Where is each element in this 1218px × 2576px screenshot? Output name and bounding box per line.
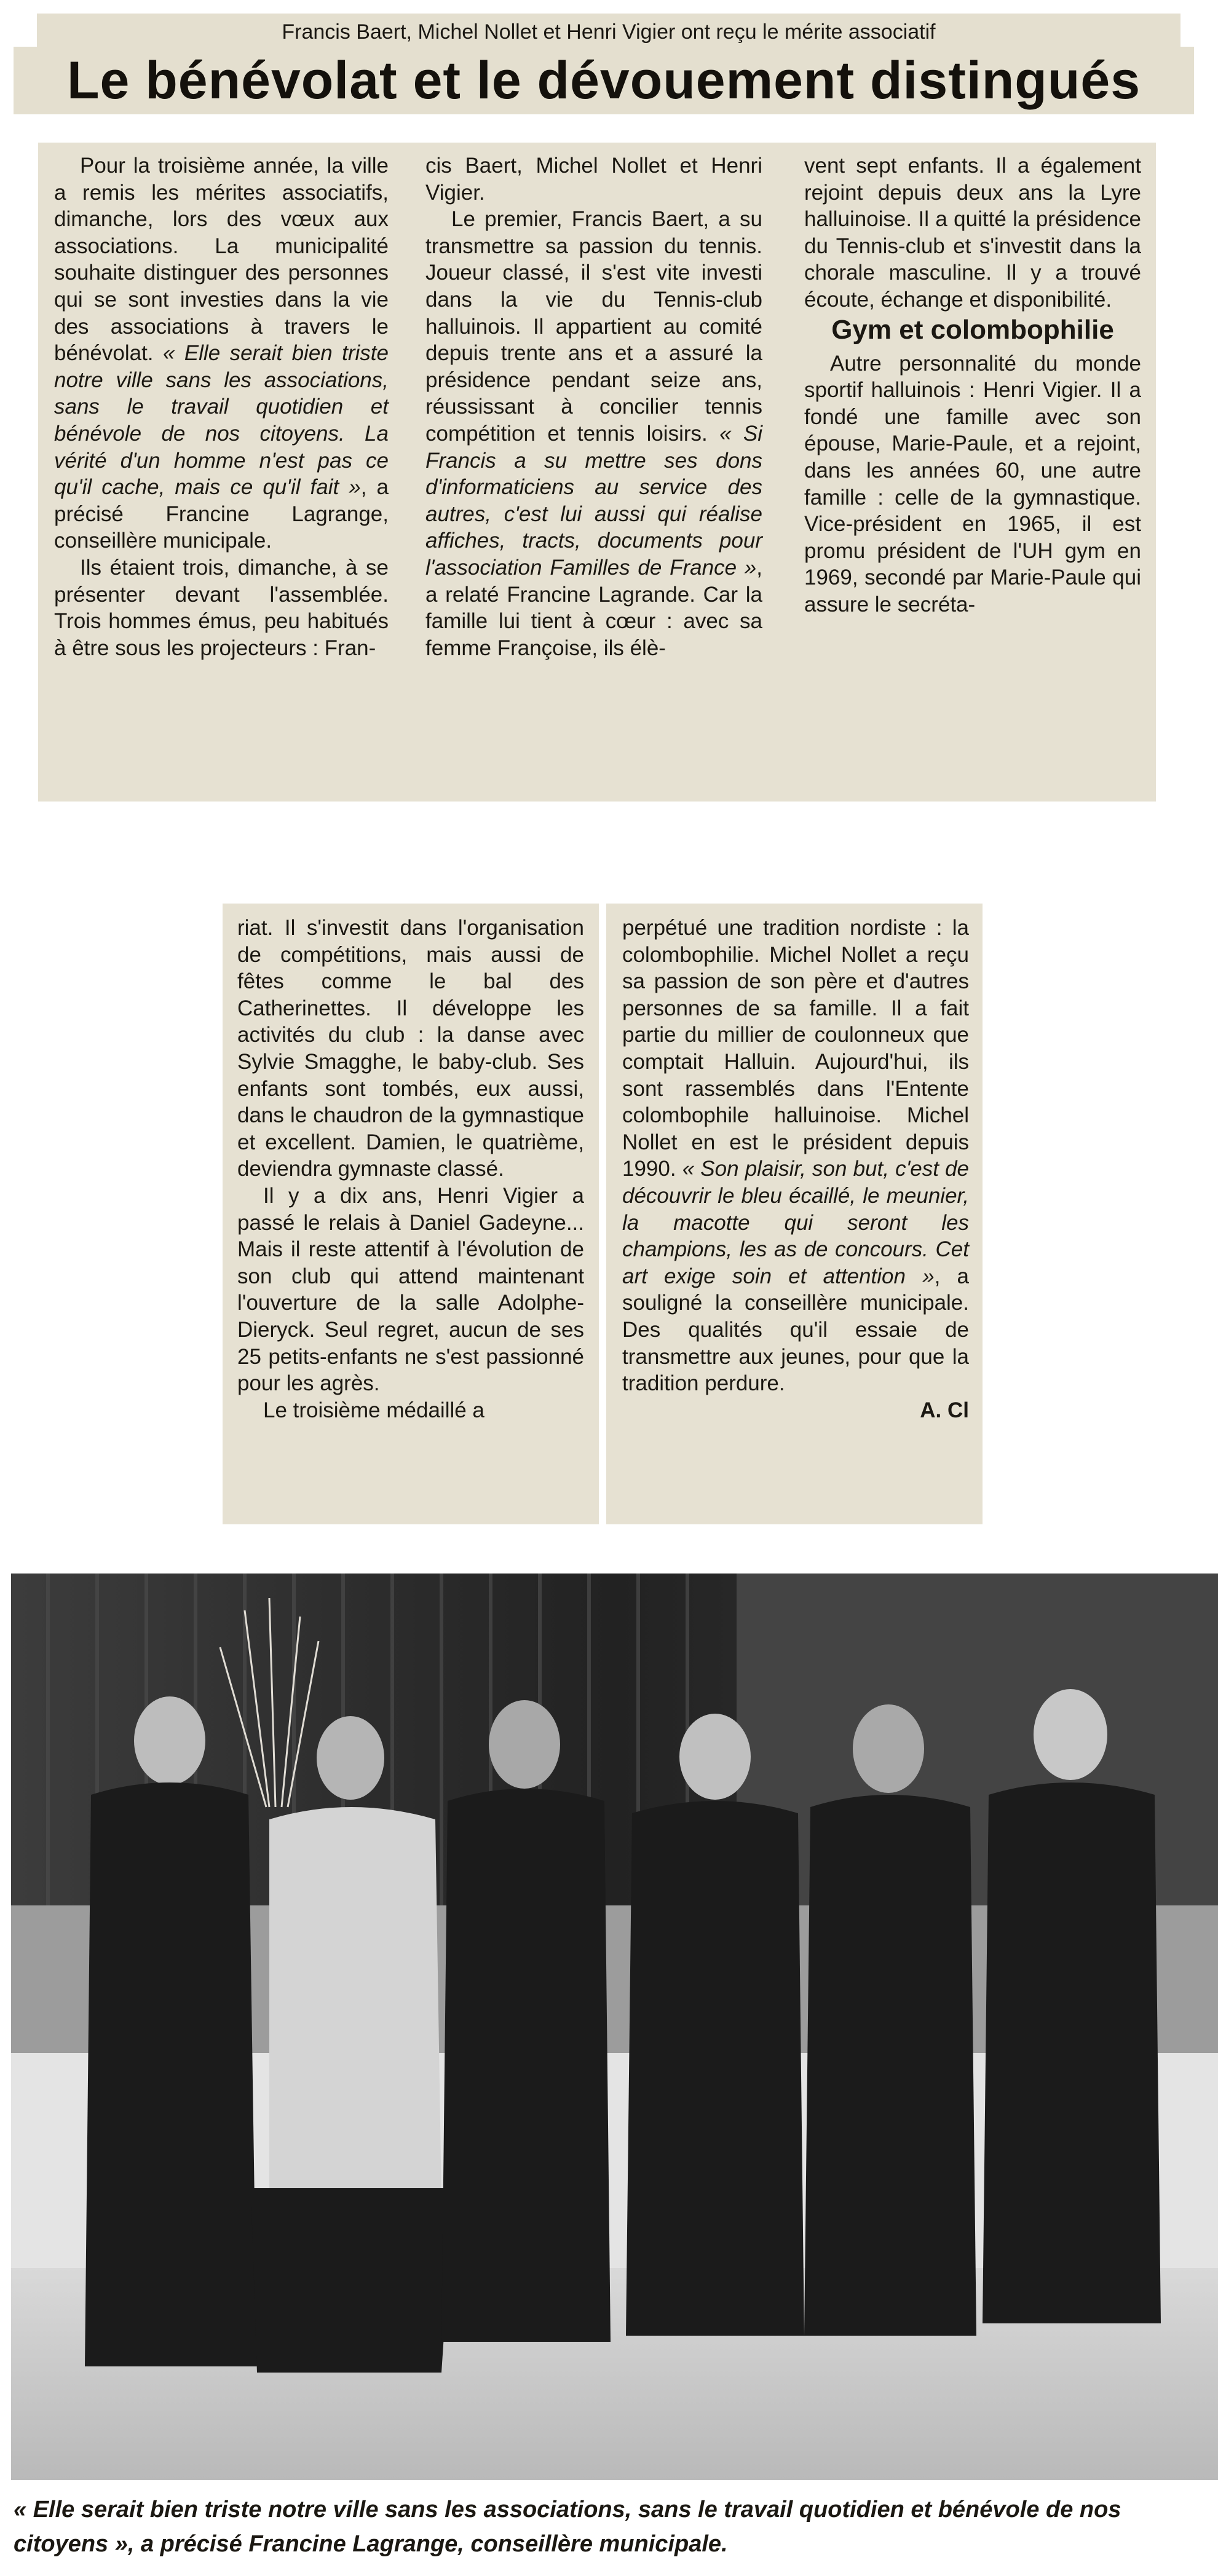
col2-attribution: , a relaté Francine Lagrande. Car la famille lui tient à cœur : avec sa femme Françoise, ils élè-	[425, 555, 762, 660]
col4-paragraph-3: Le troisième médaillé a	[263, 1398, 484, 1422]
author-signature: A. Cl	[920, 1398, 969, 1422]
col2-text: Le premier, Francis Baert, a su transmettre sa passion du tennis. Joueur classé, il s'est vite investi dans la vie du Tennis-club halluinois. Il appartient au comité depuis trente ans et a assuré la présidence pendant seize ans, réussissant à concilier tennis compétition et tennis loisirs.	[425, 207, 762, 446]
col1-attribution: , a précisé Francine Lagrange, conseillère municipale.	[54, 475, 389, 553]
column-2	[425, 152, 762, 661]
col5-quote: « Son plaisir, son but, c'est de découvrir le bleu écaillé, le meunier, la macotte qui seront les champions, les as de concours. Cet art exige soin et attention »	[622, 1157, 970, 1288]
column-5	[622, 915, 969, 1424]
col4-paragraph-2: Il y a dix ans, Henri Vigier a passé le relais à Daniel Gadeyne... Mais il reste attentif à l'évolution de son club qui attend maintenant l'ouverture de la salle Adolphe-Dieryck. Seul regret, aucun de ses 25 petits-enfants ne s'est passionné pour les agrès.	[237, 1183, 584, 1396]
col1-quote: « Elle serait bien triste notre ville sans les associations, sans le travail quotidien et bénévole de nos citoyens. La vérité d'un homme n'est pas ce qu'il cache, mais ce qu'il fait »	[54, 341, 389, 500]
column-3	[804, 152, 1141, 618]
section-subhead: Gym et colombophilie	[831, 314, 1114, 345]
col2-quote: « Si Francis a su mettre ses dons d'informaticiens au service des autres, c'est lui aussi qui réalise affiches, tracts, documents pour l'association Familles de France »	[425, 421, 762, 580]
col1-text: Pour la troisième année, la ville a remis les mérites associatifs, dimanche, lors des vœux aux associations. La municipalité souhaite distinguer des personnes qui se sont investies dans la vie des associations à travers le bénévolat.	[54, 154, 389, 366]
col4-paragraph-1: riat. Il s'investit dans l'organisation de compétitions, mais aussi de fêtes comme le bal des Catherinettes. Il développe les activités du club : la danse avec Sylvie Smagghe, le baby-club. Ses enfants sont tombés, eux aussi, dans le chaudron de la gymnastique et excellent. Damien, le quatrième, deviendra gymnaste classé.	[237, 916, 584, 1181]
col1-paragraph-2: Ils étaient trois, dimanche, à se présenter devant l'assemblée. Trois hommes émus, peu habitués à être sous les projecteurs : Fran-	[54, 555, 389, 660]
column-4	[237, 915, 584, 1424]
col5-attribution: , a souligné la conseillère municipale. Des qualités qu'il essaie de transmettre aux jeunes, pour que la tradition perdure.	[622, 1264, 969, 1396]
column-1	[54, 152, 389, 661]
headline: Le bénévolat et le dévouement distingués	[14, 47, 1194, 114]
col5-text: perpétué une tradition nordiste : la colombophilie. Michel Nollet a reçu sa passion de son père et d'autres personnes de sa famille. Il a fait partie du millier de coulonneux que comptait Halluin. Aujourd'hui, ils sont rassemblés dans l'Entente colombophile halluinoise. Michel Nollet en est le président depuis 1990.	[622, 916, 969, 1181]
kicker: Francis Baert, Michel Nollet et Henri Vigier ont reçu le mérite associatif	[37, 14, 1180, 50]
group-photo	[11, 1574, 1218, 2480]
col2-paragraph-1: cis Baert, Michel Nollet et Henri Vigier.	[425, 154, 762, 205]
col3-paragraph-1: vent sept enfants. Il a également rejoint depuis deux ans la Lyre halluinoise. Il a quitté la présidence du Tennis-club et s'investit dans la chorale masculine. Il y a trouvé écoute, échange et disponibilité.	[804, 154, 1141, 312]
group-photo-illustration	[11, 1574, 1218, 2480]
col3-paragraph-2: Autre personnalité du monde sportif halluinois : Henri Vigier. Il a fondé une famille avec son épouse, Marie-Paule, et a rejoint, dans les années 60, une autre famille : celle de la gymnastique. Vice-président en 1965, il est promu président de l'UH gym en 1969, secondé par Marie-Paule qui assure le secréta-	[804, 351, 1141, 616]
photo-caption: « Elle serait bien triste notre ville sans les associations, sans le travail quotidien et bénévole de nos citoyens », a précisé Francine Lagrange, conseillère municipale.	[14, 2497, 1121, 2557]
